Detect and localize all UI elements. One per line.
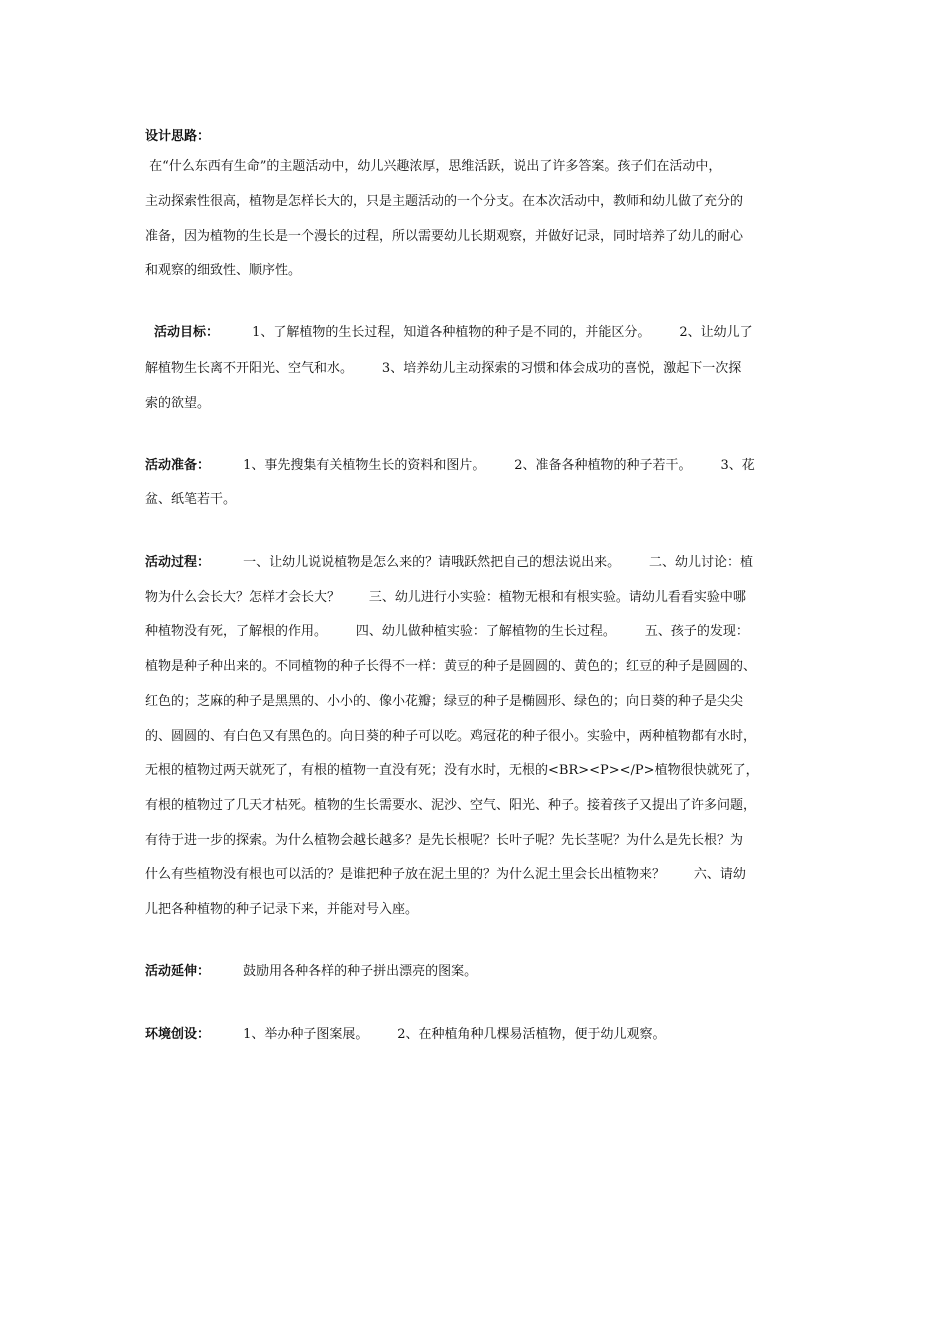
process-line-10: 什么有些植物没有根也可以活的？是谁把种子放在泥土里的？为什么泥土里会长出植物来？ 六、请幼 xyxy=(145,867,746,882)
extension-line xyxy=(145,963,825,981)
process-line-1 xyxy=(145,554,825,572)
prep-line-2: 盆、纸笔若干。 xyxy=(145,492,237,507)
design-heading: 设计思路： xyxy=(145,129,211,144)
process-line-7: 无根的植物过两天就死了，有根的植物一直没有死；没有水时，无根的<BR><P></P>植物很快就死了， xyxy=(145,763,759,778)
process-line-5: 红色的；芝麻的种子是黑黑的、小小的、像小花瓣；绿豆的种子是椭圆形、绿色的；向日葵的种子是尖尖 xyxy=(145,694,744,709)
process-text-1: 一、让幼儿说说植物是怎么来的？请哦跃然把自己的想法说出来。 二、幼儿讨论：植 xyxy=(210,555,754,570)
process-line-8: 有根的植物过了几天才枯死。植物的生长需要水、泥沙、空气、阳光、种子。接着孩子又提出了许多问题， xyxy=(145,798,757,813)
extension-heading: 活动延伸： xyxy=(145,964,211,979)
prep-line-1 xyxy=(145,457,825,475)
extension-text: 鼓励用各种各样的种子拼出漂亮的图案。 xyxy=(210,964,478,979)
prep-heading: 活动准备： xyxy=(145,458,211,473)
design-line-4: 和观察的细致性、顺序性。 xyxy=(145,263,302,278)
goals-heading: 活动目标： xyxy=(145,325,220,340)
process-line-2: 物为什么会长大？怎样才会长大？ 三、幼儿进行小实验：植物无根和有根实验。请幼儿看看实验中哪 xyxy=(145,590,746,605)
process-line-3: 种植物没有死，了解根的作用。 四、幼儿做种植实验：了解植物的生长过程。 五、孩子的发现： xyxy=(145,624,749,639)
process-line-4: 植物是种子种出来的。不同植物的种子长得不一样：黄豆的种子是圆圆的、黄色的；红豆的种子是圆圆的、 xyxy=(145,659,757,674)
process-line-9: 有待于进一步的探索。为什么植物会越长越多？是先长根呢？长叶子呢？先长茎呢？为什么是先长根？为 xyxy=(145,833,744,848)
prep-text-1: 1、事先搜集有关植物生长的资料和图片。 2、准备各种植物的种子若干。 3、花 xyxy=(210,458,755,473)
process-heading: 活动过程： xyxy=(145,555,211,570)
environment-heading: 环境创设： xyxy=(145,1027,211,1042)
goals-line-3: 索的欲望。 xyxy=(145,396,211,411)
design-line-1: 在“什么东西有生命”的主题活动中，幼儿兴趣浓厚，思维活跃，说出了许多答案。孩子们在活动中， xyxy=(145,159,722,174)
design-line-2: 主动探索性很高，植物是怎样长大的，只是主题活动的一个分支。在本次活动中，教师和幼儿做了充分的 xyxy=(145,194,744,209)
process-line-6: 的、圆圆的、有白色又有黑色的。向日葵的种子可以吃。鸡冠花的种子很小。实验中，两种植物都有水时， xyxy=(145,729,757,744)
goals-line-1 xyxy=(145,324,825,342)
process-line-11: 儿把各种植物的种子记录下来，并能对号入座。 xyxy=(145,902,419,917)
goals-line-2: 解植物生长离不开阳光、空气和水。 3、培养幼儿主动探索的习惯和体会成功的喜悦，激起下一次探 xyxy=(145,361,742,376)
environment-text: 1、举办种子图案展。 2、在种植角种几棵易活植物，便于幼儿观察。 xyxy=(210,1027,666,1042)
design-line-3: 准备，因为植物的生长是一个漫长的过程，所以需要幼儿长期观察，并做好记录，同时培养了幼儿的耐心 xyxy=(145,229,744,244)
environment-line xyxy=(145,1026,825,1044)
goals-text-1: 1、了解植物的生长过程，知道各种植物的种子是不同的，并能区分。 2、让幼儿了 xyxy=(219,325,753,340)
